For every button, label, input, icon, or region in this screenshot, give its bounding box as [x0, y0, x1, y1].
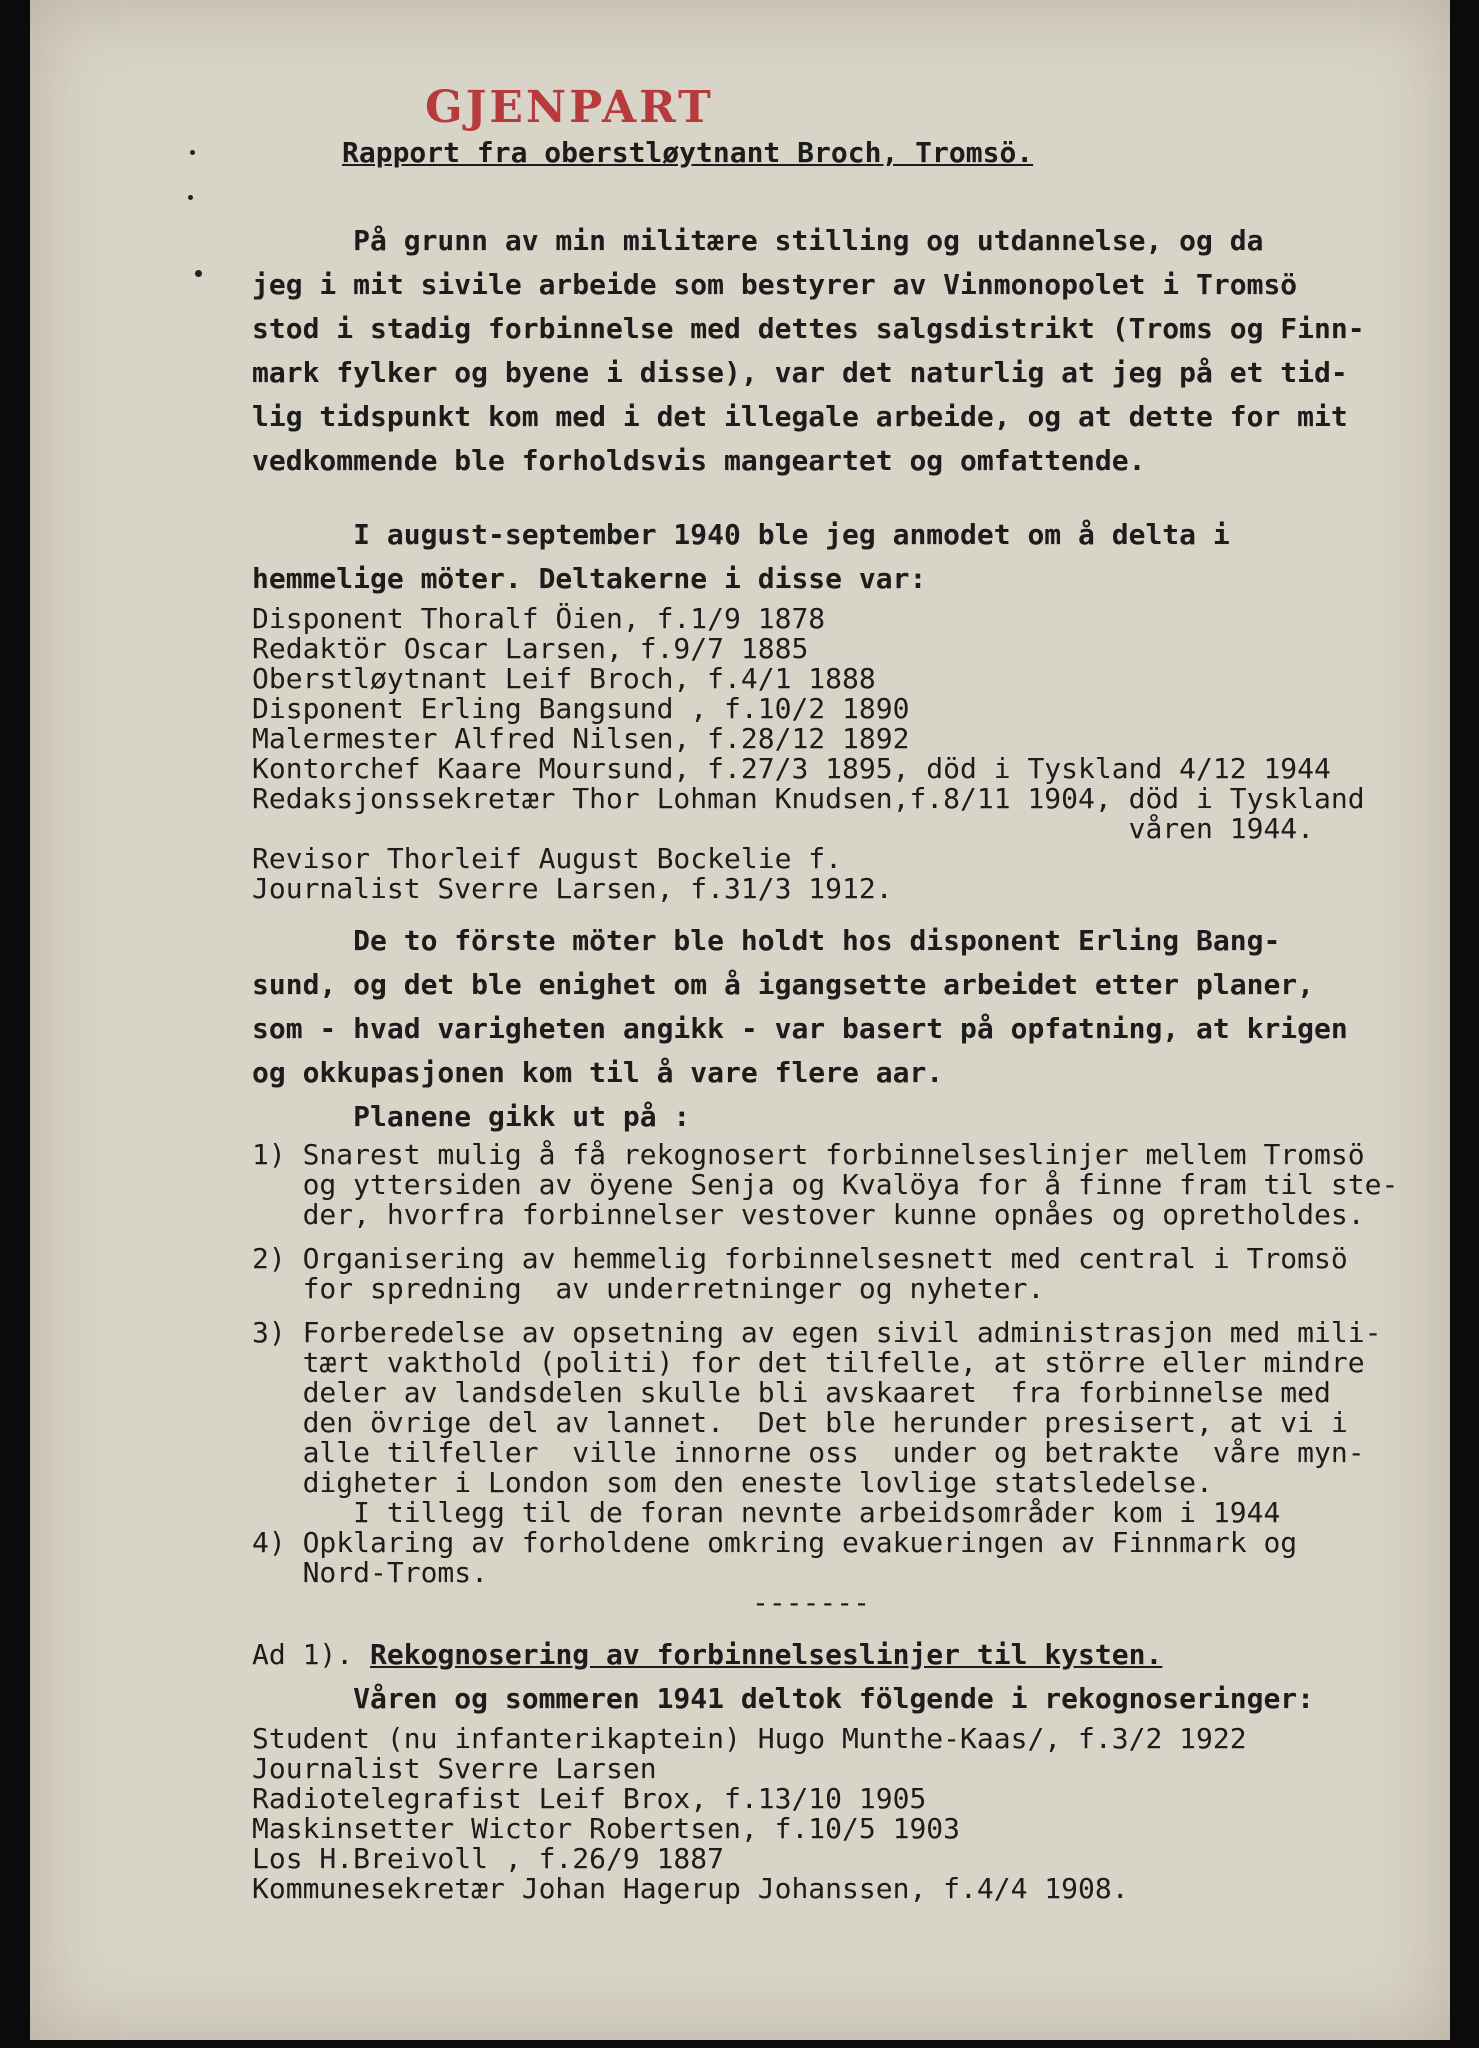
- participant-line: Revisor Thorleif August Bockelie f.: [252, 842, 843, 875]
- ad1-person-line: Kommunesekretær Johan Hagerup Johanssen, f.4/4 1908.: [252, 1872, 1129, 1905]
- participant-line: Disponent Erling Bangsund , f.10/2 1890: [252, 692, 910, 725]
- participant-line: Redaksjonssekretær Thor Lohman Knudsen,f.8/11 1904, död i Tyskland: [252, 782, 1365, 815]
- plan-item-3-line: 3) Forberedelse av opsetning av egen sivil administrasjon med mili-: [252, 1316, 1382, 1349]
- participant-line: Disponent Thoralf Öien, f.1/9 1878: [252, 602, 826, 635]
- gjenpart-stamp: GJENPART: [425, 82, 714, 133]
- paragraph-line: mark fylker og byene i disse), var det naturlig at jeg på et tid-: [252, 356, 1348, 389]
- section-divider: -------: [752, 1586, 871, 1619]
- participant-line: Kontorchef Kaare Moursund, f.27/3 1895, död i Tyskland 4/12 1944: [252, 752, 1331, 785]
- plan-item-3-line: digheter i London som den eneste lovlige statsledelse.: [252, 1466, 1213, 1499]
- paragraph-line: lig tidspunkt kom med i det illegale arbeide, og at dette for mit: [252, 400, 1348, 433]
- document-page: [30, 0, 1450, 2040]
- paragraph-line: som - hvad varigheten angikk - var basert på opfatning, at krigen: [252, 1012, 1348, 1045]
- plan-item-4-line: Nord-Troms.: [252, 1556, 489, 1589]
- ad1-intro: Våren og sommeren 1941 deltok fölgende i rekognoseringer:: [252, 1682, 1315, 1715]
- ad1-prefix: Ad 1).: [252, 1638, 371, 1671]
- report-title: Rapport fra oberstløytnant Broch, Tromsö.: [342, 136, 1034, 169]
- plan-item-3-line: den övrige del av lannet. Det ble herunder presisert, at vi i: [252, 1406, 1348, 1439]
- paragraph-line: De to förste möter ble holdt hos disponent Erling Bang-: [252, 924, 1281, 957]
- participant-line: Oberstløytnant Leif Broch, f.4/1 1888: [252, 662, 876, 695]
- participant-line: Journalist Sverre Larsen, f.31/3 1912.: [252, 872, 893, 905]
- paper-speck: [195, 270, 202, 277]
- ad1-person-line: Radiotelegrafist Leif Brox, f.13/10 1905: [252, 1782, 927, 1815]
- plan-item-4-line: 4) Opklaring av forholdene omkring evakueringen av Finnmark og: [252, 1526, 1298, 1559]
- ad1-person-line: Los H.Breivoll , f.26/9 1887: [252, 1842, 725, 1875]
- ad1-person-line: Journalist Sverre Larsen: [252, 1752, 657, 1785]
- plan-item-3-line: deler av landsdelen skulle bli avskaaret fra forbinnelse med: [252, 1376, 1331, 1409]
- paragraph-line: vedkommende ble forholdsvis mangeartet og omfattende.: [252, 444, 1146, 477]
- plan-item-3-line: tært vakthold (politi) for det tilfelle, at större eller mindre: [252, 1346, 1365, 1379]
- ad1-heading: Rekognosering av forbinnelseslinjer til kysten.: [370, 1638, 1163, 1671]
- paragraph-line: jeg i mit sivile arbeide som bestyrer av Vinmonopolet i Tromsö: [252, 268, 1298, 301]
- plan-item-3-line: alle tilfeller ville innorne oss under og betrakte våre myn-: [252, 1436, 1365, 1469]
- paragraph-line: stod i stadig forbinnelse med dettes salgsdistrikt (Troms og Finn-: [252, 312, 1365, 345]
- plan-item-1-line: og yttersiden av öyene Senja og Kvalöya for å finne fram til ste-: [252, 1168, 1399, 1201]
- participant-line: Malermester Alfred Nilsen, f.28/12 1892: [252, 722, 910, 755]
- plan-item-2-line: 2) Organisering av hemmelig forbinnelsesnett med central i Tromsö: [252, 1242, 1348, 1275]
- paragraph-line: sund, og det ble enighet om å igangsette arbeidet etter planer,: [252, 968, 1315, 1001]
- participant-line: Redaktör Oscar Larsen, f.9/7 1885: [252, 632, 809, 665]
- paragraph-line: Planene gikk ut på :: [252, 1100, 691, 1133]
- ad1-person-line: Maskinsetter Wictor Robertsen, f.10/5 1903: [252, 1812, 961, 1845]
- participant-line: våren 1944.: [252, 812, 1315, 845]
- ad1-heading-row: [252, 1640, 1162, 1670]
- paragraph-line: På grunn av min militære stilling og utdannelse, og da: [252, 224, 1264, 257]
- plan-item-1-line: 1) Snarest mulig å få rekognosert forbinnelseslinjer mellem Tromsö: [252, 1138, 1365, 1171]
- paragraph-line: hemmelige möter. Deltakerne i disse var:: [252, 562, 927, 595]
- ad1-person-line: Student (nu infanterikaptein) Hugo Munthe-Kaas/, f.3/2 1922: [252, 1722, 1247, 1755]
- paper-speck: [190, 150, 195, 155]
- paper-speck: [188, 195, 193, 200]
- paragraph-line: og okkupasjonen kom til å vare flere aar.: [252, 1056, 944, 1089]
- plan-item-2-line: for spredning av underretninger og nyheter.: [252, 1272, 1045, 1305]
- paragraph-line: I august-september 1940 ble jeg anmodet om å delta i: [252, 518, 1230, 551]
- plan-item-1-line: der, hvorfra forbinnelser vestover kunne opnåes og opretholdes.: [252, 1198, 1365, 1231]
- plan-item-3-line: I tillegg til de foran nevnte arbeidsområder kom i 1944: [252, 1496, 1281, 1529]
